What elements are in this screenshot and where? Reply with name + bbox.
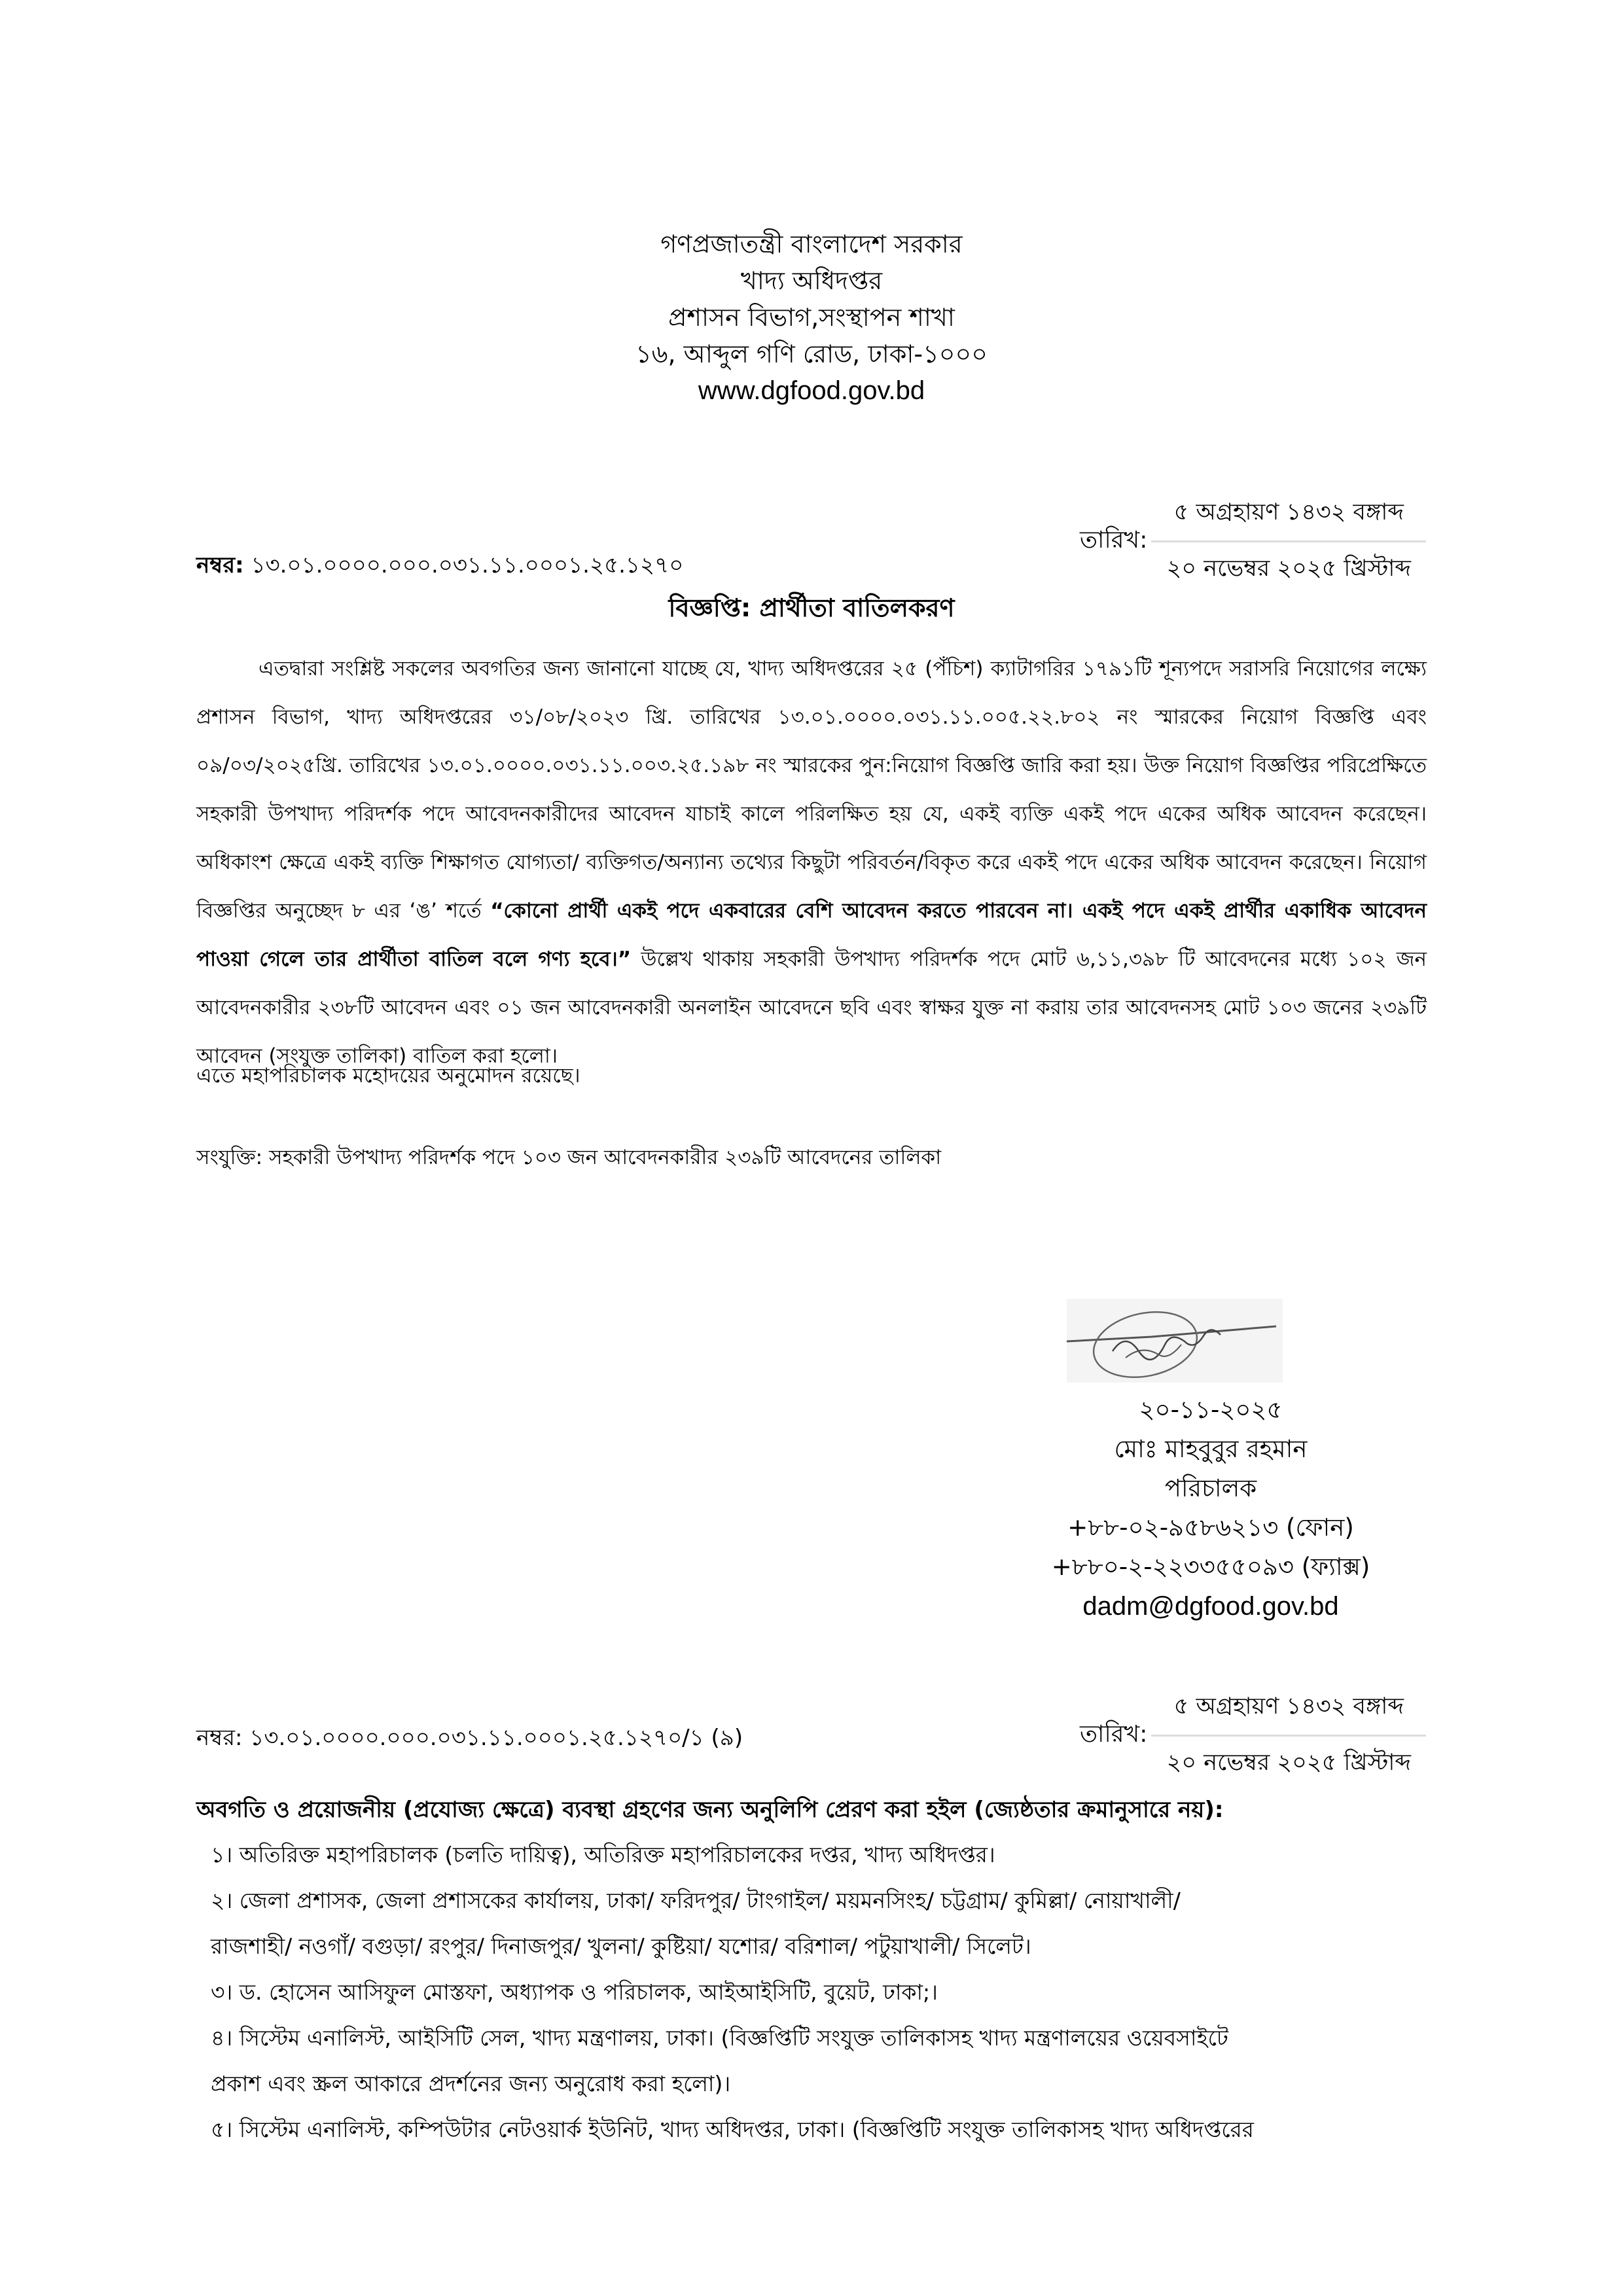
copy-memo-number (196, 1721, 743, 1758)
notice-title: বিজ্ঞপ্তি: প্রার্থীতা বাতিলকরণ (668, 593, 955, 622)
department-name: খাদ্য অধিদপ্তর (740, 266, 883, 295)
website-link[interactable]: www.dgfood.gov.bd (698, 376, 925, 405)
body-part-2: উল্লেখ থাকায় সহকারী উপখাদ্য পরিদর্শক পদে মোট ৬,১১,৩৯৮ টি আবেদনের মধ্যে ১০২ জন আবেদনকারীর ২৩৮টি আবেদন এবং ০১ জন আবেদনকারী অনলাইন আবেদনে ছবি এবং স্বাক্ষর যুক্ত না করায় তার আবেদনসহ মোট ১০৩ জনের ২৩৯টি আবেদন (সংযুক্ত তালিকা) বাতিল করা হলো। (196, 947, 1427, 1068)
date-bangla: ৫ অগ্রহায়ণ ১৪৩২ বঙ্গাব্দ (1173, 499, 1404, 525)
copy-date-gregorian: ২০ নভেম্বর ২০২৫ খ্রিস্টাব্দ (1166, 1750, 1411, 1776)
signatory-phone: +৮৮-০২-৯৫৮৬২১৩ (ফোন) (1067, 1513, 1354, 1542)
letterhead (0, 226, 1623, 409)
distribution-item: ৫। সিস্টেম এনালিস্ট, কম্পিউটার নেটওয়ার্ক ইউনিট, খাদ্য অধিদপ্তর, ঢাকা। (বিজ্ঞপ্তিটি সংযুক্ত তালিকাসহ খাদ্য অধিদপ্তরের (211, 2117, 1254, 2142)
signatory-email-link[interactable]: dadm@dgfood.gov.bd (1082, 1592, 1339, 1621)
distribution-item: ৩। ড. হোসেন আসিফুল মোস্তফা, অধ্যাপক ও পরিচালক, আইআইসিটি, বুয়েট, ঢাকা;। (211, 1979, 938, 2005)
body-part-1: এতদ্বারা সংশ্লিষ্ট সকলের অবগতির জন্য জানানো যাচ্ছে যে, খাদ্য অধিদপ্তরের ২৫ (পঁচিশ) ক্যাটাগরির ১৭৯১টি শূন্যপদে সরাসরি নিয়োগের লক্ষ্যে প্রশাসন বিভাগ, খাদ্য অধিদপ্তরের ৩১/০৮/২০২৩ খ্রি. তারিখের ১৩.০১.০০০০.০৩১.১১.০০৫.২২.৮০২ নং স্মারকের নিয়োগ বিজ্ঞপ্তি এবং ০৯/০৩/২০২৫খ্রি. তারিখের ১৩.০১.০০০০.০৩১.১১.০০৩.২৫.১৯৮ নং স্মারকের পুন:নিয়োগ বিজ্ঞপ্তি জারি করা হয়। উক্ত নিয়োগ বিজ্ঞপ্তির পরিপ্রেক্ষিতে সহকারী উপখাদ্য পরিদর্শক পদে আবেদনকারীদের আবেদন যাচাই কালে পরিলক্ষিত হয় যে, একই ব্যক্তি একই পদে একের অধিক আবেদন করেছেন। অধিকাংশ ক্ষেত্রে একই ব্যক্তি শিক্ষাগত যোগ্যতা/ ব্যক্তিগত/অন্যান্য তথ্যের কিছুটা পরিবর্তন/বিকৃত করে একই পদে একের অধিক আবেদন করেছেন। নিয়োগ বিজ্ঞপ্তির অনুচ্ছেদ ৮ এর ‘ঙ’ শর্তে (196, 657, 1427, 923)
division-name: প্রশাসন বিভাগ,সংস্থাপন শাখা (668, 303, 955, 332)
copy-memo-label: নম্বর: (196, 1725, 243, 1751)
copy-date-label: তারিখ: (1080, 1720, 1148, 1748)
signature-block (995, 1390, 1427, 1626)
approval-note: এতে মহাপরিচালক মহোদয়ের অনুমোদন রয়েছে। (196, 1064, 580, 1087)
copy-date-divider (1151, 1735, 1426, 1737)
distribution-item-continued: প্রকাশ এবং স্ক্রল আকারে প্রদর্শনের জন্য অনুরোধ করা হলো)। (211, 2071, 731, 2096)
distribution-item: ২। জেলা প্রশাসক, জেলা প্রশাসকের কার্যালয়, ঢাকা/ ফরিদপুর/ টাংগাইল/ ময়মনসিংহ/ চট্টগ্রাম/ কুমিল্লা/ নোয়াখালী/ (211, 1888, 1181, 1913)
body-quote: “কোনো প্রার্থী একই পদে একবারের বেশি আবেদন করতে পারবেন না। একই পদে একই প্রার্থীর একাধিক আবেদন পাওয়া গেলে তার প্রার্থীতা বাতিল বলে গণ্য হবে।” (196, 899, 1427, 971)
date-gregorian: ২০ নভেম্বর ২০২৫ খ্রিস্টাব্দ (1166, 556, 1411, 582)
memo-number-label: নম্বর: (196, 552, 244, 578)
distribution-item: ৪। সিস্টেম এনালিস্ট, আইসিটি সেল, খাদ্য মন্ত্রণালয়, ঢাকা। (বিজ্ঞপ্তিটি সংযুক্ত তালিকাসহ খাদ্য মন্ত্রণালয়ের ওয়েবসাইটে (211, 2025, 1228, 2051)
signatory-name: মোঃ মাহবুবুর রহমান (1114, 1435, 1308, 1463)
signature-image (1067, 1299, 1283, 1383)
distribution-list (196, 1832, 1427, 2153)
distribution-item-continued: রাজশাহী/ নওগাঁ/ বগুড়া/ রংপুর/ দিনাজপুর/ খুলনা/ কুষ্টিয়া/ যশোর/ বরিশাল/ পটুয়াখালী/ সিলেট। (211, 1934, 1031, 1959)
memo-number (196, 548, 683, 586)
date-divider (1151, 540, 1426, 542)
signature-date: ২০-১১-২০২৫ (1139, 1396, 1283, 1424)
copy-memo-value: ১৩.০১.০০০০.০০০.০৩১.১১.০০০১.২৫.১২৭০/১ (৯) (249, 1725, 743, 1751)
copy-date-block (1080, 1688, 1426, 1783)
distribution-item: ১। অতিরিক্ত মহাপরিচালক (চলতি দায়িত্ব), অতিরিক্ত মহাপরিচালকের দপ্তর, খাদ্য অধিদপ্তর। (211, 1842, 995, 1867)
date-block (1080, 494, 1426, 589)
distribution-title: অবগতি ও প্রয়োজনীয় (প্রযোজ্য ক্ষেত্রে) ব্যবস্থা গ্রহণের জন্য অনুলিপি প্রেরণ করা হইল (জ্যেষ্ঠতার ক্রমানুসারে নয়): (196, 1797, 1224, 1823)
government-name: গণপ্রজাতন্ত্রী বাংলাদেশ সরকার (660, 230, 963, 258)
signatory-fax: +৮৮০-২-২২৩৩৫৫০৯৩ (ফ্যাক্স) (1051, 1553, 1370, 1581)
signatory-designation: পরিচালক (1164, 1474, 1257, 1502)
signature-scribble-icon (1067, 1299, 1283, 1383)
attachment-note: সংযুক্তি: সহকারী উপখাদ্য পরিদর্শক পদে ১০৩ জন আবেদনকারীর ২৩৯টি আবেদনের তালিকা (196, 1146, 942, 1169)
notice-body (196, 645, 1427, 1080)
copy-date-bangla: ৫ অগ্রহায়ণ ১৪৩২ বঙ্গাব্দ (1173, 1693, 1404, 1720)
date-label: তারিখ: (1080, 526, 1148, 554)
address: ১৬, আব্দুল গণি রোড, ঢাকা-১০০০ (635, 340, 988, 368)
memo-number-value: ১৩.০১.০০০০.০০০.০৩১.১১.০০০১.২৫.১২৭০ (251, 552, 684, 578)
